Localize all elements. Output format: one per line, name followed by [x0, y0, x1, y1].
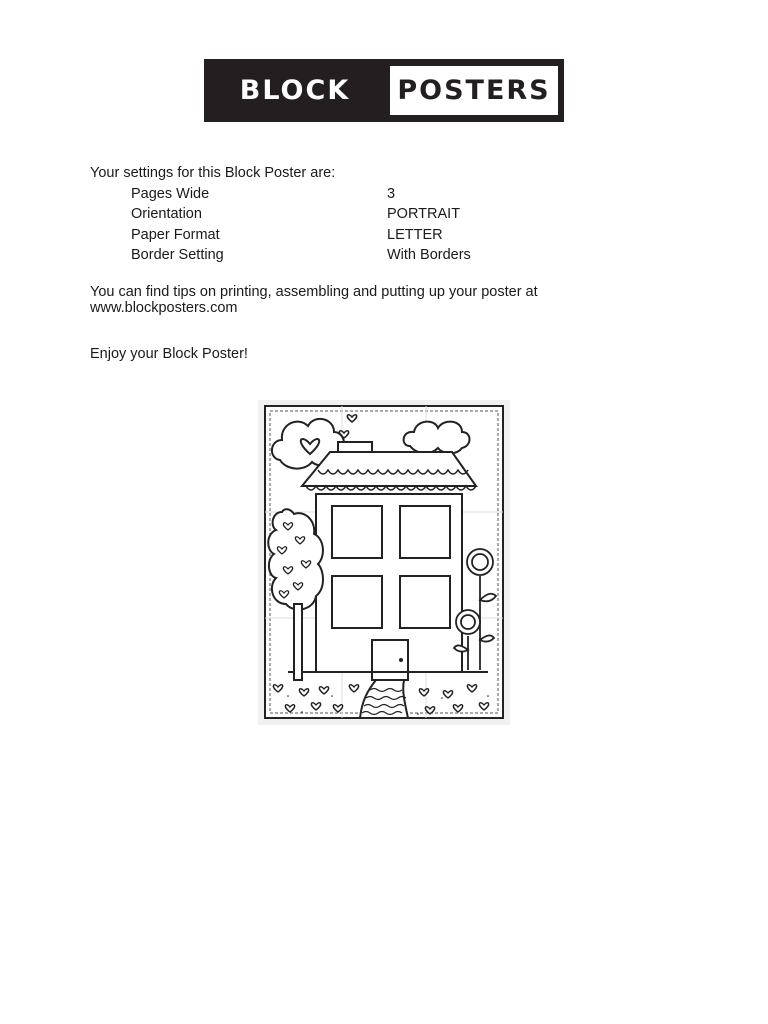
tips-website-link[interactable]: www.blockposters.com — [90, 300, 238, 316]
setting-label-paper-format: Paper Format — [131, 227, 220, 243]
poster-preview-image — [258, 400, 510, 725]
setting-label-orientation: Orientation — [131, 206, 202, 222]
closing-message: Enjoy your Block Poster! — [90, 346, 248, 362]
roof-drawing — [302, 452, 476, 490]
house-drawing — [316, 494, 462, 680]
setting-value-paper-format: LETTER — [387, 227, 443, 243]
setting-value-orientation: PORTRAIT — [387, 206, 461, 222]
setting-value-border-setting: With Borders — [387, 247, 471, 263]
logo-posters-text: POSTERS — [390, 66, 558, 115]
block-posters-logo — [204, 59, 564, 122]
logo-block-text: BLOCK — [239, 75, 351, 106]
setting-label-pages-wide: Pages Wide — [131, 186, 210, 202]
tips-text: You can find tips on printing, assembling and putting up your poster at — [90, 284, 538, 300]
setting-label-border-setting: Border Setting — [131, 247, 224, 263]
setting-value-pages-wide: 3 — [387, 186, 396, 202]
settings-intro: Your settings for this Block Poster are: — [90, 165, 336, 181]
